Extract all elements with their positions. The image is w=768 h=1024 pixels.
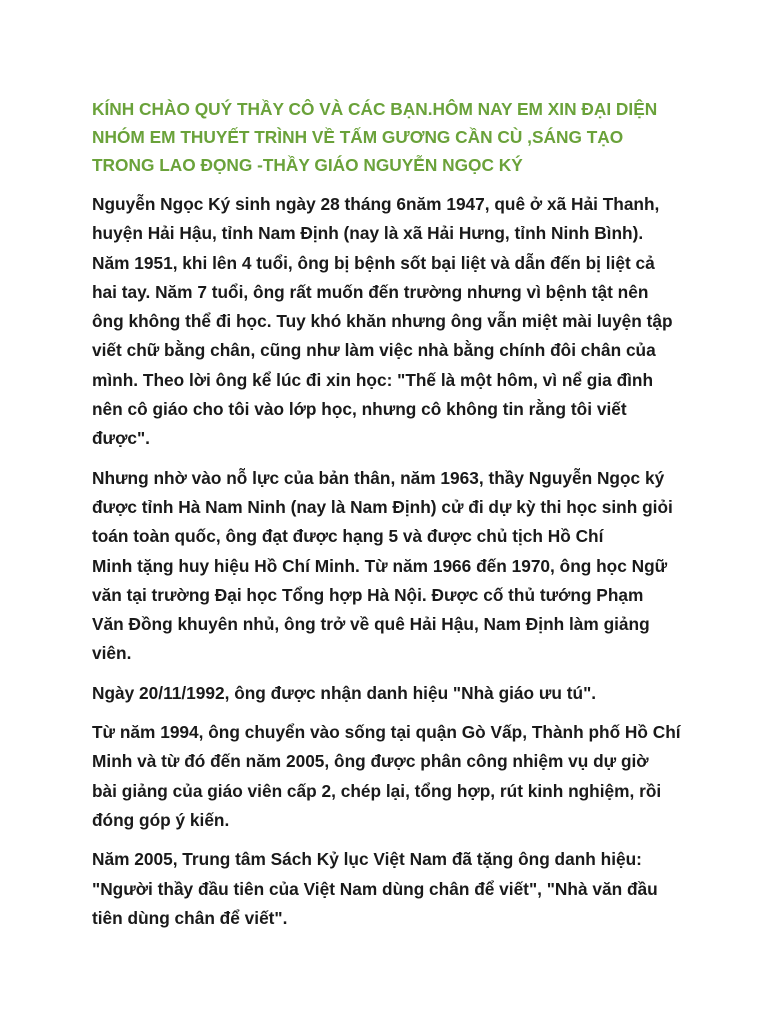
text-line: nên cô giáo cho tôi vào lớp học, nhưng cô không tin rằng tôi viết (92, 399, 627, 420)
text-line: ông không thể đi học. Tuy khó khăn nhưng ông vẫn miệt mài luyện tập (92, 311, 673, 332)
paragraph-biography-early-life (92, 190, 672, 454)
document-body (92, 95, 681, 943)
paragraph-career-1994 (92, 718, 681, 835)
text-line: hai tay. Năm 7 tuổi, ông rất muốn đến trường nhưng vì bệnh tật nên (92, 281, 649, 302)
text-line: Năm 1951, khi lên 4 tuổi, ông bị bệnh sốt bại liệt và dẫn đến bị liệt cả (92, 252, 655, 273)
text-line: bài giảng của giáo viên cấp 2, chép lại, tổng hợp, rút kinh nghiệm, rồi (92, 780, 662, 801)
text-line: Ngày 20/11/1992, ông được nhận danh hiệu "Nhà giáo ưu tú". (92, 682, 597, 703)
text-line: đóng góp ý kiến. (92, 809, 230, 830)
text-line: huyện Hải Hậu, tỉnh Nam Định (nay là xã Hải Hưng, tỉnh Ninh Bình). (92, 223, 644, 244)
heading-line: NHÓM EM THUYẾT TRÌNH VỀ TẤM GƯƠNG CẦN CÙ ,SÁNG TẠO (92, 127, 624, 147)
text-line: Minh tặng huy hiệu Hồ Chí Minh. Từ năm 1966 đến 1970, ông học Ngữ (92, 555, 668, 576)
text-line: tiên dùng chân để viết". (92, 907, 288, 928)
text-line: được tỉnh Hà Nam Ninh (nay là Nam Định) cử đi dự kỳ thi học sinh giỏi (92, 496, 673, 517)
paragraph-education (92, 464, 672, 669)
text-line: toán toàn quốc, ông đạt được hạng 5 và được chủ tịch Hồ Chí (92, 526, 604, 547)
paragraph-honor-1992 (92, 679, 672, 708)
heading-line: TRONG LAO ĐỌNG -THẦY GIÁO NGUYỄN NGỌC KÝ (92, 155, 523, 175)
document-heading (92, 95, 672, 179)
text-line: văn tại trường Đại học Tổng hợp Hà Nội. Được cố thủ tướng Phạm (92, 584, 644, 605)
text-line: Từ năm 1994, ông chuyển vào sống tại quận Gò Vấp, Thành phố Hồ Chí (92, 722, 681, 743)
text-line: Văn Đồng khuyên nhủ, ông trở về quê Hải Hậu, Nam Định làm giảng (92, 614, 650, 635)
text-line: "Người thầy đầu tiên của Việt Nam dùng chân để viết", "Nhà văn đầu (92, 878, 658, 899)
text-line: được". (92, 428, 150, 449)
text-line: Nguyễn Ngọc Ký sinh ngày 28 tháng 6năm 1947, quê ở xã Hải Thanh, (92, 194, 660, 214)
text-line: Minh và từ đó đến năm 2005, ông được phân công nhiệm vụ dự giờ (92, 751, 649, 772)
text-line: mình. Theo lời ông kể lúc đi xin học: "Thế là một hôm, vì nể gia đình (92, 369, 654, 390)
text-line: viên. (92, 643, 132, 664)
text-line: viết chữ bằng chân, cũng như làm việc nhà bằng chính đôi chân của (92, 340, 656, 361)
text-line: Nhưng nhờ vào nỗ lực của bản thân, năm 1963, thầy Nguyễn Ngọc ký (92, 467, 665, 488)
paragraph-record-2005 (92, 845, 672, 933)
heading-line: KÍNH CHÀO QUÝ THẦY CÔ VÀ CÁC BẠN.HÔM NAY EM XIN ĐẠI DIỆN (92, 99, 658, 119)
text-line: Năm 2005, Trung tâm Sách Kỷ lục Việt Nam đã tặng ông danh hiệu: (92, 849, 642, 870)
